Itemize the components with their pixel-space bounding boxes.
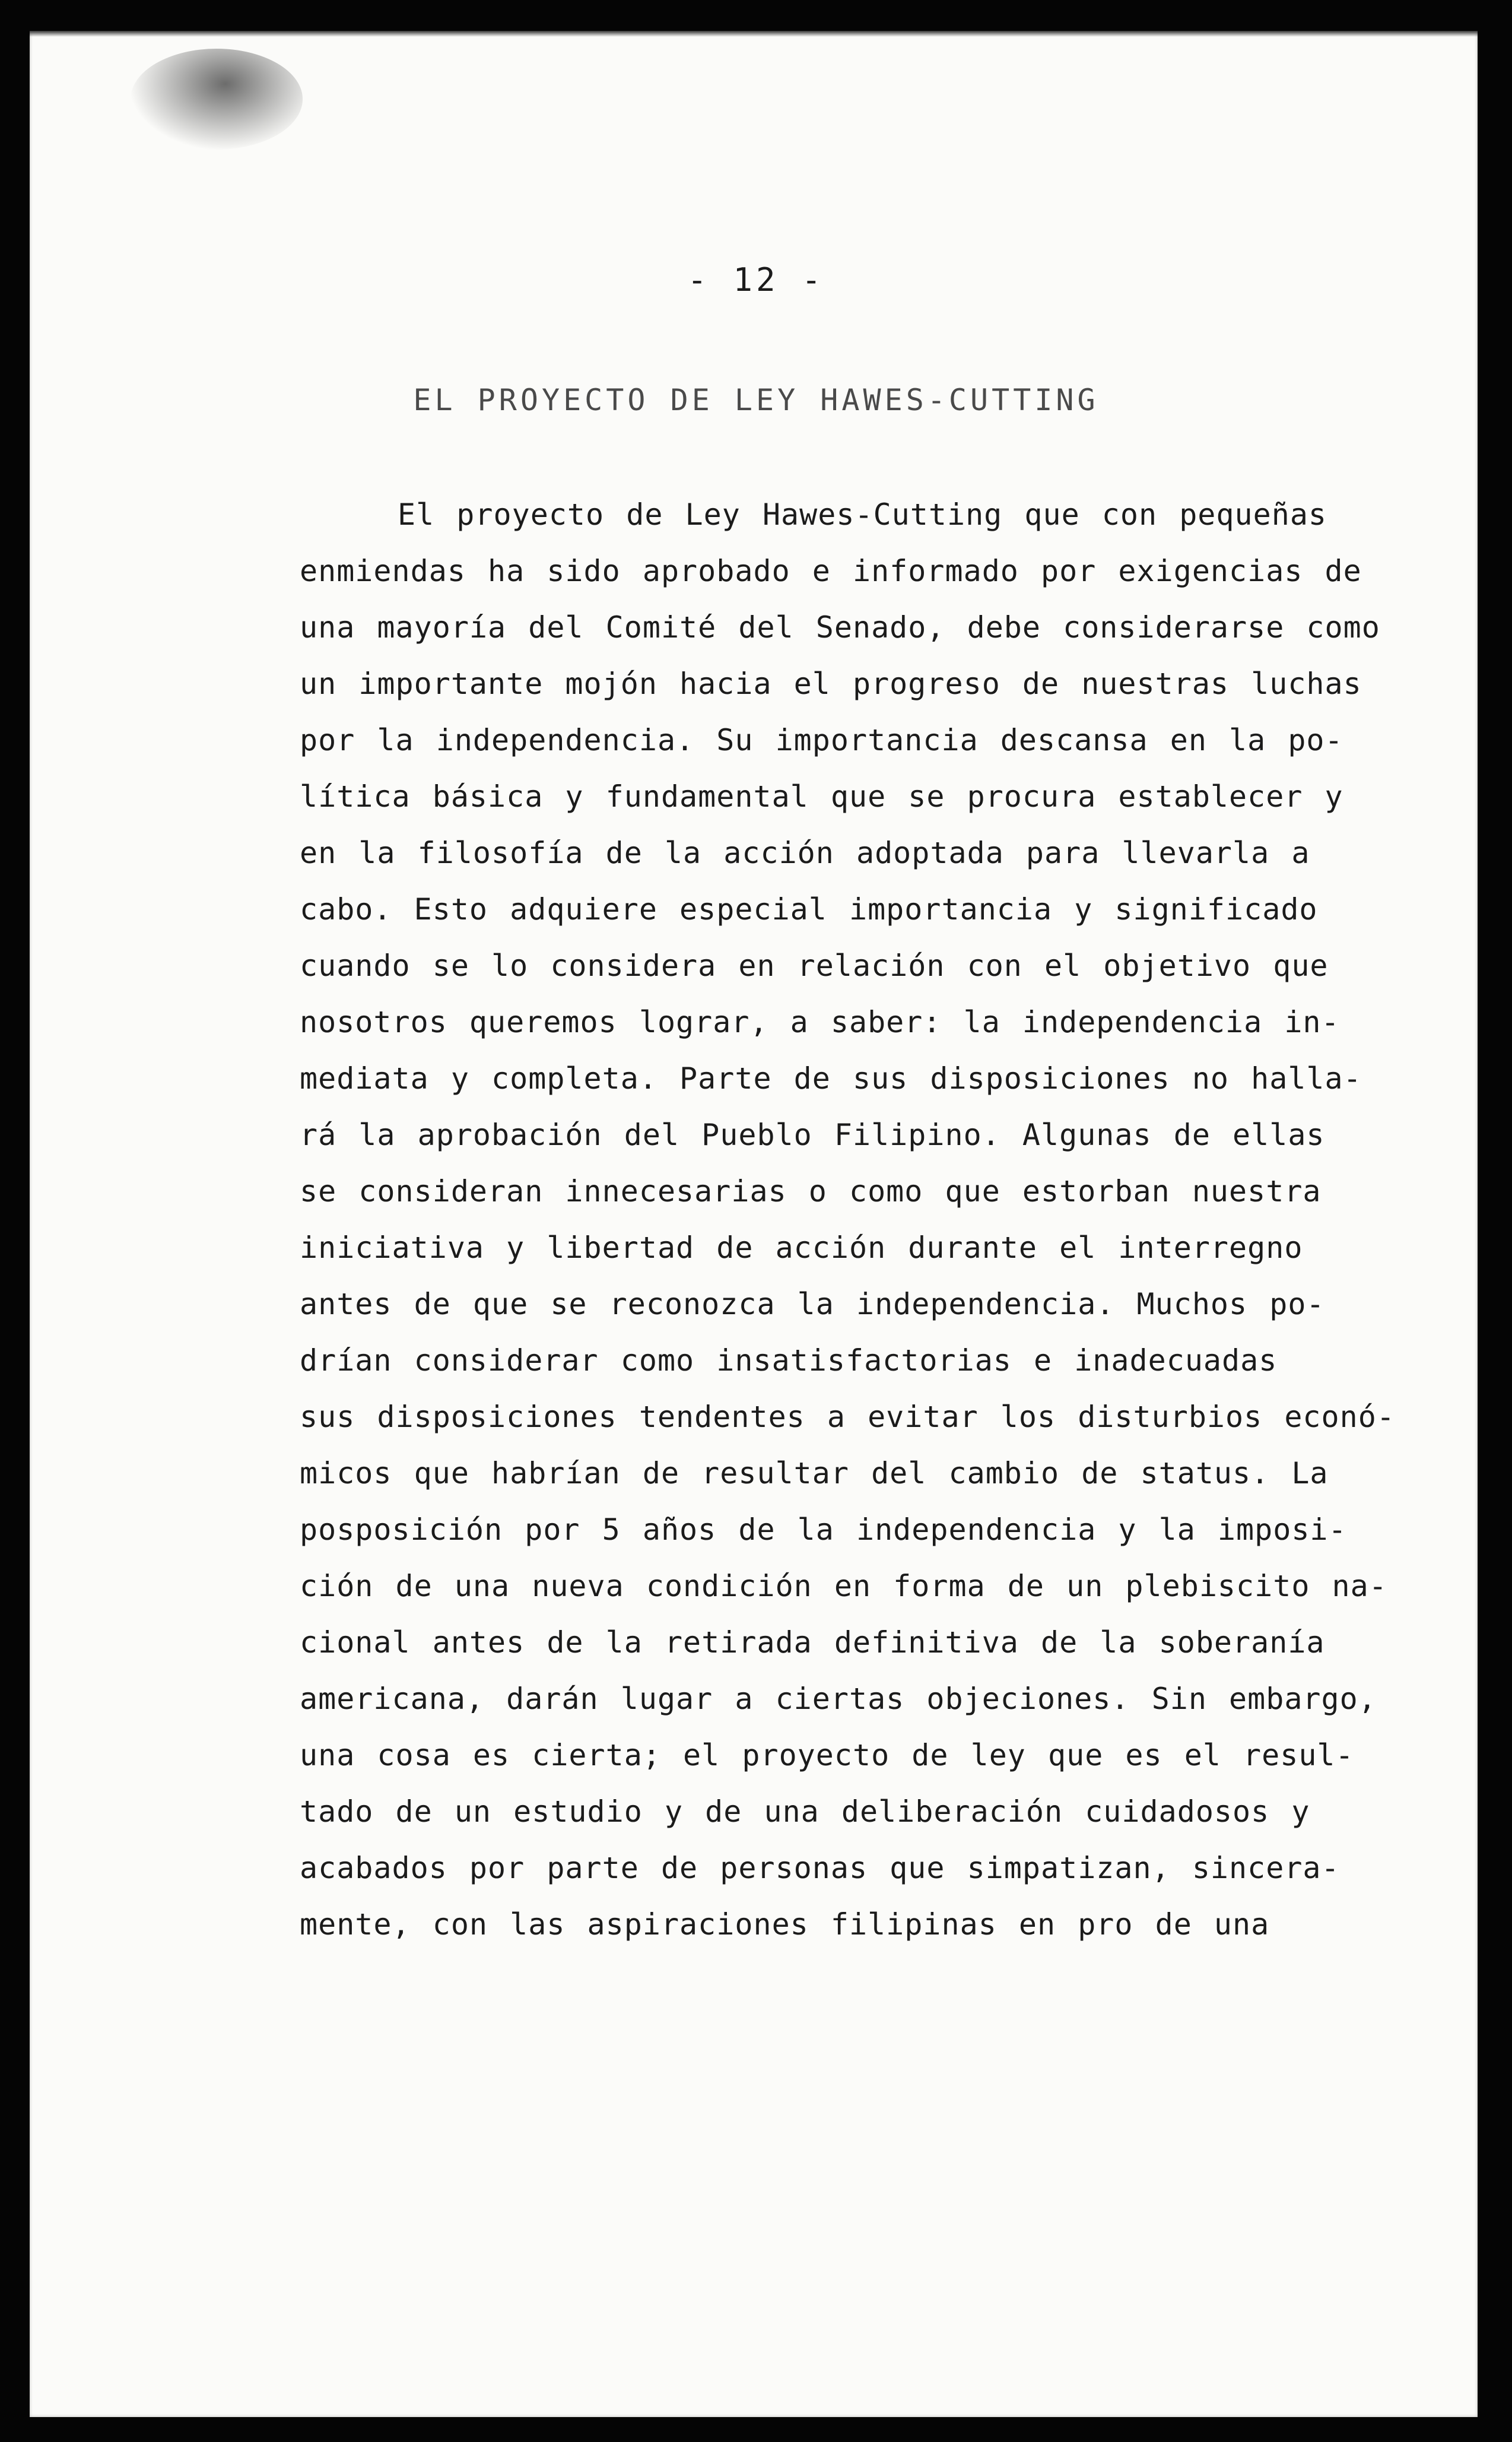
text-line: lítica básica y fundamental que se procura establecer y [300, 779, 1343, 814]
text-line: ción de una nueva condición en forma de un plebiscito na- [300, 1569, 1387, 1603]
text-line: americana, darán lugar a ciertas objeciones. Sin embargo, [300, 1682, 1377, 1716]
page-top-edge-shadow [30, 31, 1478, 37]
text-line: iniciativa y libertad de acción durante el interregno [300, 1230, 1303, 1265]
text-line: acabados por parte de personas que simpatizan, sincera- [300, 1851, 1340, 1885]
text-line: tado de un estudio y de una deliberación cuidadosos y [300, 1794, 1310, 1829]
text-line: cabo. Esto adquiere especial importancia y significado [300, 892, 1318, 927]
text-line: enmiendas ha sido aprobado e informado por exigencias de [300, 554, 1362, 588]
text-line: un importante mojón hacia el progreso de nuestras luchas [300, 667, 1362, 701]
page-number: - 12 - [687, 261, 825, 299]
text-line: nosotros queremos lograr, a saber: la independencia in- [300, 1005, 1340, 1039]
text-line: drían considerar como insatisfactorias e inadecuadas [300, 1343, 1278, 1378]
text-line: cuando se lo considera en relación con el objetivo que [300, 949, 1329, 983]
text-line: una mayoría del Comité del Senado, debe considerarse como [300, 610, 1380, 645]
body-paragraph [300, 487, 1395, 1953]
text-line: por la independencia. Su importancia descansa en la po- [300, 723, 1343, 757]
text-line: mente, con las aspiraciones filipinas en pro de una [300, 1907, 1270, 1942]
text-line: antes de que se reconozca la independencia. Muchos po- [300, 1287, 1325, 1321]
text-line: cional antes de la retirada definitiva de la soberanía [300, 1625, 1325, 1660]
text-line: sus disposiciones tendentes a evitar los disturbios econó- [300, 1400, 1395, 1434]
text-line: El proyecto de Ley Hawes-Cutting que con pequeñas [398, 497, 1327, 532]
ink-smudge [131, 49, 303, 150]
text-line: posposición por 5 años de la independencia y la imposi- [300, 1512, 1347, 1547]
text-line: micos que habrían de resultar del cambio de status. La [300, 1456, 1329, 1490]
text-line: rá la aprobación del Pueblo Filipino. Algunas de ellas [300, 1118, 1325, 1152]
text-line: en la filosofía de la acción adoptada para llevarla a [300, 836, 1310, 870]
text-line: se consideran innecesarias o como que estorban nuestra [300, 1174, 1322, 1209]
text-line: mediata y completa. Parte de sus disposiciones no halla- [300, 1061, 1362, 1096]
section-title: EL PROYECTO DE LEY HAWES-CUTTING [413, 383, 1099, 417]
text-line: una cosa es cierta; el proyecto de ley que es el resul- [300, 1738, 1354, 1772]
